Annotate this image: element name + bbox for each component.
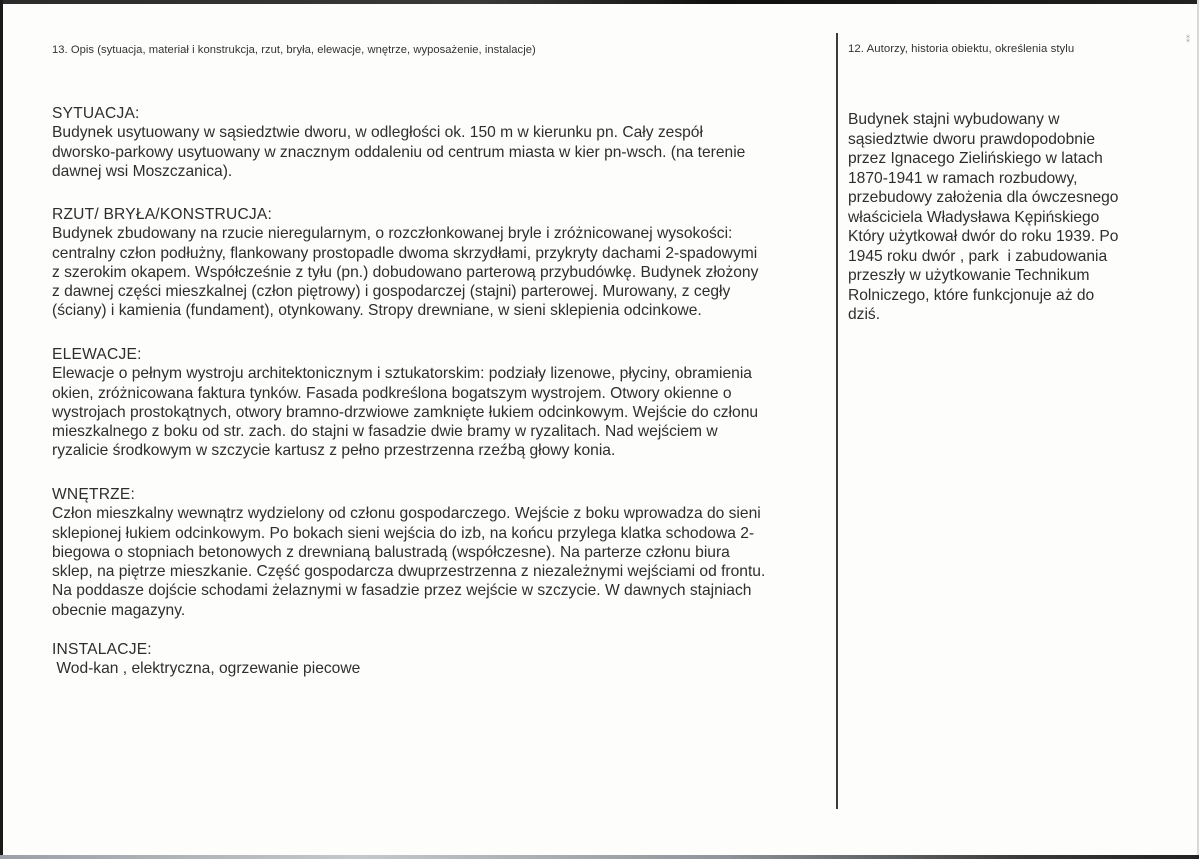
- section-rzut-bryla-konstrukcja: [52, 205, 852, 321]
- section-text-line: ryzalicie środkowym w szczycie kartusz z pełno przestrzenna rzeźbą głowy konia.: [52, 442, 616, 460]
- description-heading: 13. Opis (sytuacja, materiał i konstrukcja, rzut, bryła, elewacje, wnętrze, wyposażenie, instalacje): [52, 44, 536, 56]
- history-text-line: przez Ignacego Zielińskiego w latach: [848, 150, 1103, 167]
- section-text-line: Budynek zbudowany na rzucie nieregularnym, o rozczłonkowanej bryle i zróżnicowanej wysokości:: [52, 225, 733, 243]
- section-text-line: centralny człon podłużny, flankowany prostopadle dwoma skrzydłami, przykryty dachami 2-spadowymi: [52, 244, 758, 262]
- section-text-line: sklepionej łukiem odcinkowym. Po bokach sieni wejścia do izb, na końcu przylega klatka schodowa 2-: [52, 524, 755, 542]
- section-text-line: z dawnej części mieszkalnej (człon piętrowy) i gospodarczej (stajni) parterowej. Murowany, z cegły: [52, 283, 731, 301]
- section-text-line: Elewacje o pełnym wystroju architektonicznym i sztukatorskim: podziały lizenowe, płyciny, obramienia: [52, 365, 752, 383]
- section-sytuacja: [52, 104, 852, 181]
- history-text-line: Budynek stajni wybudowany w: [848, 111, 1060, 128]
- history-text-line: 1870-1941 w ramach rozbudowy,: [848, 169, 1078, 187]
- section-wnetrze: [52, 485, 852, 620]
- section-text-line: dawnej wsi Moszczanica).: [52, 162, 233, 180]
- history-text-line: sąsiedztwie dworu prawdopodobnie: [848, 130, 1096, 148]
- section-instalacje: [52, 640, 852, 679]
- history-text-line: Rolniczego, które funkcjonuje aż do: [848, 286, 1095, 304]
- scan-edge-left: [0, 0, 3, 859]
- section-text-line: obecnie magazyny.: [52, 601, 186, 619]
- history-text: [848, 110, 1188, 325]
- section-title: INSTALACJE:: [52, 641, 152, 658]
- section-text-line: Człon mieszkalny wewnątrz wydzielony od członu gospodarczego. Wejście z boku wprowadza do sieni: [52, 505, 761, 523]
- section-text-line: dworsko-parkowy usytuowany w znacznym oddaleniu od centrum miasta w kier pn-wsch. (na terenie: [52, 143, 746, 161]
- scan-edge-bottom: [0, 855, 1199, 859]
- section-text-line: mieszkalnego z boku od str. zach. do stajni w fasadzie dwie bramy w ryzalitach. Nad wejściem w: [52, 423, 718, 441]
- section-title: ELEWACJE:: [52, 346, 142, 363]
- section-title: RZUT/ BRYŁA/KONSTRUCJA:: [52, 206, 273, 223]
- section-title: WNĘTRZE:: [52, 486, 136, 503]
- section-text-line: (ściany) i kamienia (fundament), otynkowany. Stropy drewniane, w sieni sklepienia odcinkowe.: [52, 302, 702, 320]
- section-text-line: z szerokim okapem. Współcześnie z tyłu (pn.) dobudowano parterową przybudówkę. Budynek złożony: [52, 263, 759, 281]
- history-text-line: dziś.: [848, 306, 881, 323]
- section-text-line: Wod-kan , elektryczna, ogrzewanie piecowe: [52, 660, 361, 678]
- history-text-line: Który użytkował dwór do roku 1939. Po: [848, 228, 1119, 245]
- section-elewacje: [52, 345, 852, 461]
- section-text-line: okien, zróżnicowana faktura tynków. Fasada podkreślona bogatszym wystrojem. Otwory okienne o: [52, 384, 732, 402]
- section-text-line: Budynek usytuowany w sąsiedztwie dworu, w odległości ok. 150 m w kierunku pn. Cały zespół: [52, 124, 703, 142]
- section-text-line: sklep, na piętrze mieszkanie. Część gospodarcza dwuprzestrzenna z niezależnymi wejściami od frontu.: [52, 563, 766, 581]
- scan-speck-mark: ⁑: [1186, 35, 1190, 44]
- section-title: SYTUACJA:: [52, 105, 140, 122]
- history-text-line: przebudowy założenia dla ówczesnego: [848, 189, 1119, 206]
- history-text-line: przeszły w użytkowanie Technikum: [848, 267, 1090, 284]
- history-text-line: właściciela Władysława Kępińskiego: [848, 208, 1100, 226]
- history-heading: 12. Autorzy, historia obiektu, określenia stylu: [848, 43, 1075, 55]
- scan-edge-top: [0, 0, 1199, 4]
- section-text-line: Na poddasze dojście schodami żelaznymi w fasadzie przez wejście w szczycie. W dawnych stajniach: [52, 582, 752, 600]
- history-text-line: 1945 roku dwór , park i zabudowania: [848, 247, 1108, 265]
- section-text-line: wystrojach prostokątnych, otwory bramno-drzwiowe zamknięte łukiem odcinkowym. Wejście do członu: [52, 403, 759, 421]
- section-text-line: biegowa o stopniach betonowych z drewnianą balustradą (współczesne). Na parterze członu biura: [52, 543, 730, 561]
